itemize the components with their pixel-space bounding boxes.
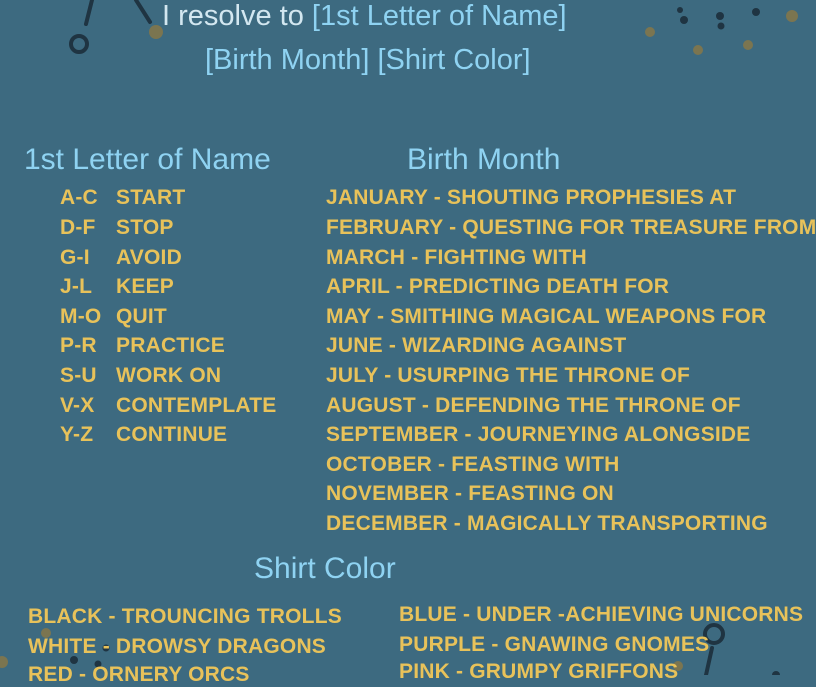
- resolution-prefix: I resolve to: [162, 0, 312, 32]
- resolution-line-1: [162, 0, 567, 33]
- month-item: MAY - SMITHING MAGICAL WEAPONS FOR: [326, 305, 767, 328]
- resolution-line-2: [Birth Month] [Shirt Color]: [205, 44, 531, 76]
- month-item: JANUARY - SHOUTING PROPHESIES AT: [326, 186, 737, 209]
- letter-word: START: [116, 186, 186, 209]
- letter-range: J-L: [60, 275, 93, 298]
- letter-range: Y-Z: [60, 423, 94, 446]
- shirt-item: RED - ORNERY ORCS: [28, 663, 250, 686]
- section-heading-shirt: Shirt Color: [254, 552, 396, 585]
- month-item: NOVEMBER - FEASTING ON: [326, 482, 614, 505]
- shirt-item: BLACK - TROUNCING TROLLS: [28, 605, 342, 628]
- shirt-item: PURPLE - GNAWING GNOMES: [399, 633, 710, 656]
- letter-range: P-R: [60, 334, 97, 357]
- shirt-item: WHITE - DROWSY DRAGONS: [28, 635, 327, 658]
- letter-word: CONTEMPLATE: [116, 394, 277, 417]
- section-heading-letter: 1st Letter of Name: [24, 143, 271, 176]
- letter-range: S-U: [60, 364, 97, 387]
- month-item: APRIL - PREDICTING DEATH FOR: [326, 275, 670, 298]
- letter-word: PRACTICE: [116, 334, 225, 357]
- letter-range: V-X: [60, 394, 95, 417]
- letter-word: WORK ON: [116, 364, 222, 387]
- letter-range: D-F: [60, 216, 96, 239]
- month-item: AUGUST - DEFENDING THE THRONE OF: [326, 394, 741, 417]
- month-item: FEBRUARY - QUESTING FOR TREASURE FROM: [326, 216, 816, 239]
- month-item: DECEMBER - MAGICALLY TRANSPORTING: [326, 512, 768, 535]
- letter-word: CONTINUE: [116, 423, 228, 446]
- month-item: OCTOBER - FEASTING WITH: [326, 453, 620, 476]
- shirt-item: BLUE - UNDER -ACHIEVING UNICORNS: [399, 603, 804, 626]
- letter-word: AVOID: [116, 246, 182, 269]
- letter-range: G-I: [60, 246, 90, 269]
- letter-word: QUIT: [116, 305, 167, 328]
- letter-range: M-O: [60, 305, 102, 328]
- section-heading-month: Birth Month: [407, 143, 561, 176]
- month-item: JUNE - WIZARDING AGAINST: [326, 334, 627, 357]
- month-item: JULY - USURPING THE THRONE OF: [326, 364, 691, 387]
- letter-word: KEEP: [116, 275, 174, 298]
- shirt-item: PINK - GRUMPY GRIFFONS: [399, 660, 679, 683]
- month-item: SEPTEMBER - JOURNEYING ALONGSIDE: [326, 423, 751, 446]
- letter-range: A-C: [60, 186, 98, 209]
- letter-word: STOP: [116, 216, 174, 239]
- first-letter-placeholder: [1st Letter of Name]: [311, 0, 567, 32]
- month-item: MARCH - FIGHTING WITH: [326, 246, 587, 269]
